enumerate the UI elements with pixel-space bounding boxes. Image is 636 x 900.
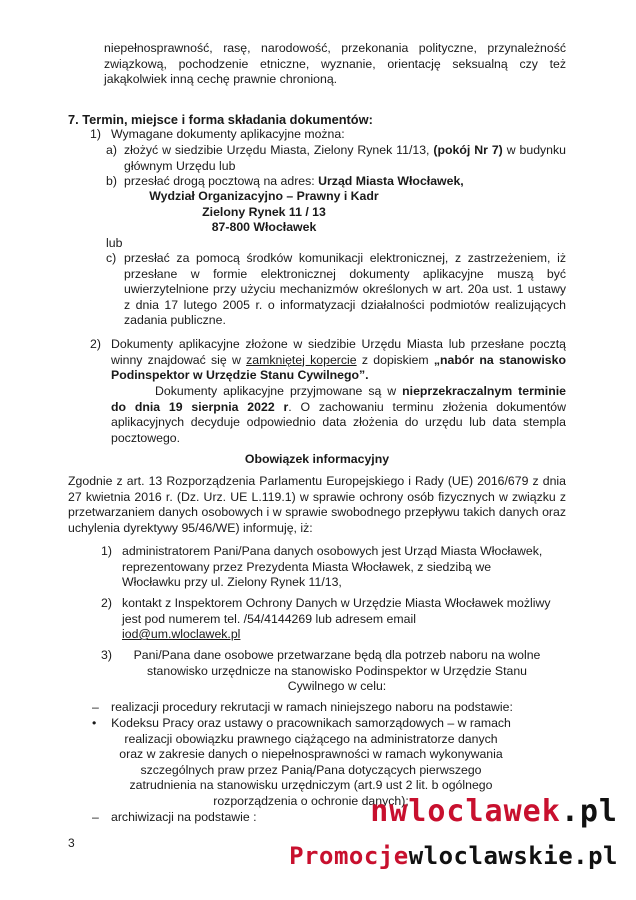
item-2-p1-start: Dokumenty aplikacyjne złożone w siedzibie Urzędu Miasta lub przesłane pocztą winny znajdować się w	[111, 337, 566, 367]
item-1-number: 1)	[90, 127, 101, 141]
item-2-paragraph-1	[111, 337, 566, 384]
item-1c-paragraph	[124, 251, 566, 329]
intro-tail-paragraph	[104, 41, 566, 88]
address-line-3: Zielony Rynek 11 / 13	[202, 205, 326, 219]
dash-item-1: realizacji procedury rekrutacji w ramach niniejszego naboru na podstawie:	[111, 700, 513, 714]
address-line-1: Urząd Miasta Włocławek,	[318, 174, 464, 188]
item-2-p1-mid: z dopiskiem	[361, 352, 429, 367]
info-item-1-number: 1)	[101, 544, 112, 558]
item-1b-paragraph	[124, 174, 566, 190]
item-1a-label: a)	[106, 143, 117, 157]
lub-text: lub	[106, 236, 123, 250]
item-1a-room: (pokój Nr 7)	[433, 143, 503, 157]
info-intro-paragraph	[68, 474, 566, 536]
info-item-1-text: administratorem Pani/Pana danych osobowych jest Urząd Miasta Włocławek, reprezentowany przez Prezydenta Miasta Włocławek, z siedzibą we Włocławku przy ul. Zielony Rynek 11/13,	[122, 544, 543, 590]
info-intro-text: Zgodnie z art. 13 Rozporządzenia Parlamentu Europejskiego i Rady (UE) 2016/679 z dnia 27 kwietnia 2016 r. (Dz. Urz. UE L.119.1) w sprawie ochrony osób fizycznych w związku z przetwarzaniem danych osobowych i w sprawie swobodnego przepływu takich danych oraz uchylenia dyrektywy 95/46/WE) informuję, iż:	[68, 474, 566, 535]
item-1b-label: b)	[106, 174, 117, 188]
watermark-promocje	[289, 842, 618, 870]
address-line-4: 87-800 Włocławek	[211, 220, 317, 234]
watermark-nwloclawek	[370, 794, 618, 829]
info-item-3-number: 3)	[101, 648, 112, 662]
item-1b-text: przesłać drogą pocztową na adres:	[124, 174, 315, 188]
info-item-2-text: kontakt z Inspektorem Ochrony Danych w Urzędzie Miasta Włocławek możliwy jest pod numerem tel. /54/4144269 lub adresem email	[122, 596, 551, 626]
dot-item-1-text: Kodeksu Pracy oraz ustawy o pracownikach samorządowych – w ramach realizacji obowiązku prawnego ciążącego na administratorze danych oraz w zakresie danych o niepełnosprawności w ramach wykonywania szczególnych praw przez Panią/Pana dotyczących pierwszego zatrudnienia na stanowisku urzędniczym (art.9 ust 2 lit. b ogólnego rozporządzenia o ochronie danych);	[111, 716, 511, 808]
info-item-2-number: 2)	[101, 596, 112, 610]
intro-tail-text: niepełnosprawność, rasę, narodowość, przekonania polityczne, przynależność związkową, pochodzenie etniczne, wyznanie, orientację seksualną czy też jakąkolwiek inną cechę prawnie chronioną.	[104, 41, 566, 87]
dash-bullet-2: –	[92, 810, 99, 824]
info-item-3-text: Pani/Pana dane osobowe przetwarzane będą dla potrzeb naboru na wolne stanowisko urzędnicze na stanowisko Podinspektor w Urzędzie Stanu Cywilnego w celu:	[133, 648, 541, 694]
item-2-paragraph-2	[111, 384, 566, 446]
item-2-deadline: nieprzekraczalnym terminie do dnia 19 sierpnia 2022 r	[111, 384, 566, 414]
item-2-p2-end: . O zachowaniu terminu złożenia dokumentów aplikacyjnych decyduje odpowiednio data złożenia do urzędu lub data stempla pocztowego.	[111, 399, 566, 445]
item-1a-paragraph	[124, 143, 566, 174]
item-2-closed-envelope: zamkniętej kopercie	[246, 352, 357, 367]
item-2-p2-start: Dokumenty aplikacyjne przyjmowane są w	[155, 384, 397, 398]
item-2-number: 2)	[90, 337, 101, 351]
section-7-heading: 7. Termin, miejsce i forma składania dokumentów:	[68, 112, 373, 127]
watermark-1-black: .pl	[560, 794, 618, 829]
item-1c-label: c)	[106, 251, 117, 265]
info-item-2-paragraph	[122, 596, 552, 643]
watermark-2-black: wloclawskie.pl	[408, 842, 618, 870]
page-number: 3	[68, 836, 75, 850]
dash-bullet-1: –	[92, 700, 99, 714]
item-1a-text2: w budynku głównym Urzędu lub	[124, 143, 567, 173]
watermark-2-red: Promocje	[289, 842, 409, 870]
iod-email-link[interactable]: iod@um.wloclawek.pl	[122, 627, 241, 642]
item-1c-text: przesłać za pomocą środków komunikacji elektronicznej, z zastrzeżeniem, iż przesłane w formie elektronicznej dokumenty aplikacyjne muszą być uwierzytelnione przy użyciu mechanizmów określonych w art. 20a ust. 1 ustawy z dnia 17 lutego 2005 r. o informatyzacji działalności podmiotów realizujących zadania publiczne.	[124, 251, 566, 328]
info-heading: Obowiązek informacyjny	[244, 452, 390, 466]
dash-item-2: archiwizacji na podstawie :	[111, 810, 257, 824]
address-line-2: Wydział Organizacyjno – Prawny i Kadr	[149, 189, 379, 203]
watermark-1-red: nwloclawek	[370, 794, 561, 829]
item-1-text: Wymagane dokumenty aplikacyjne można:	[111, 127, 345, 141]
dot-bullet-1: •	[92, 716, 97, 730]
item-1a-text: złożyć w siedzibie Urzędu Miasta, Zielony Rynek 11/13,	[124, 143, 430, 157]
item-2-recruitment-note: „nabór na stanowisko Podinspektor w Urzędzie Stanu Cywilnego”.	[111, 352, 566, 383]
info-item-1-paragraph	[122, 544, 552, 591]
info-item-3-paragraph	[122, 648, 552, 695]
